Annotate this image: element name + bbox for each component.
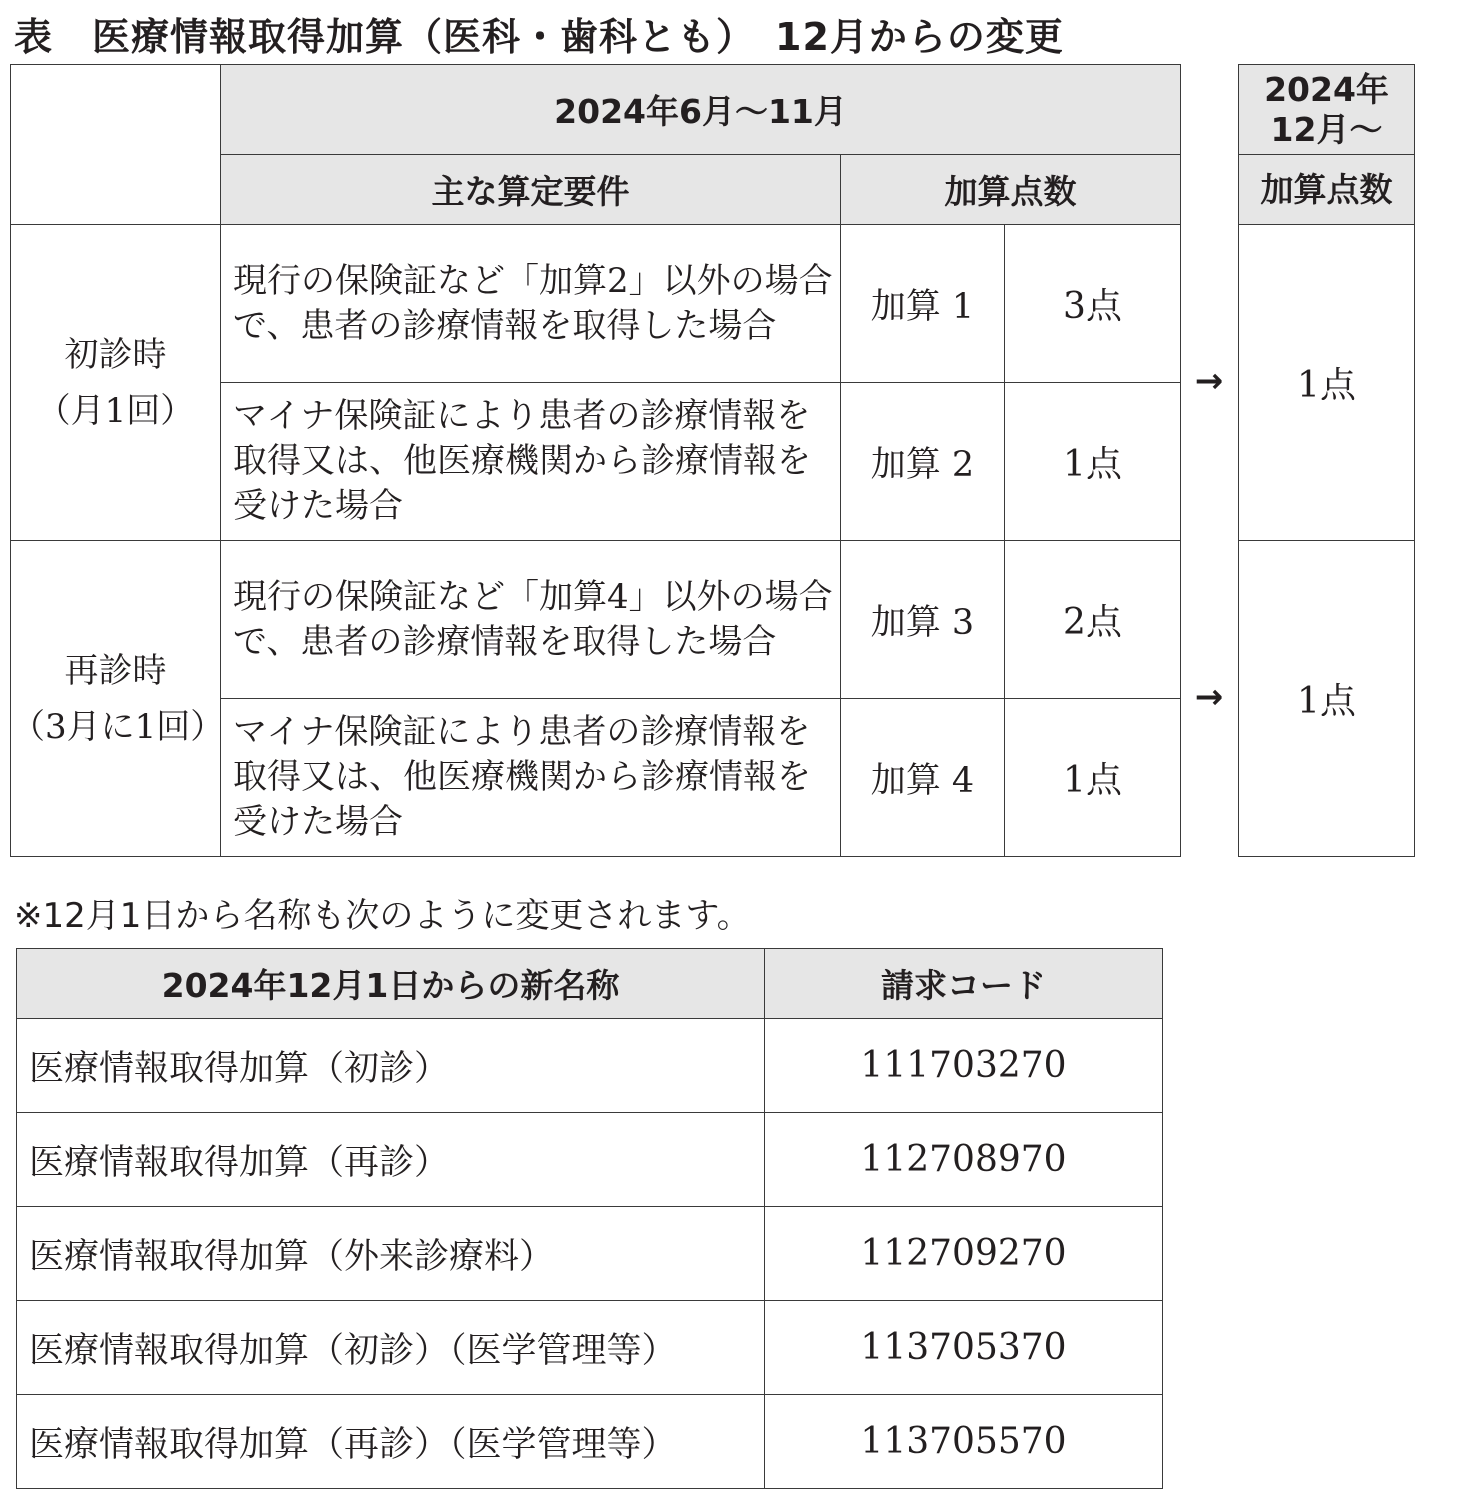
- visit-frequency: （月1回）: [36, 390, 195, 431]
- empty-corner-cell: [11, 65, 221, 225]
- new-name-cell: 医療情報取得加算（再診）: [17, 1113, 765, 1207]
- billing-code-cell: 112708970: [765, 1113, 1163, 1207]
- points-cell: 2点: [1005, 541, 1181, 699]
- requirement-header: 主な算定要件: [221, 155, 841, 225]
- new-period-header: [1239, 65, 1415, 155]
- new-points-table: [1238, 64, 1415, 857]
- addon-cell: 加算 2: [841, 383, 1005, 541]
- current-points-table: [10, 64, 1181, 857]
- new-points-header: 加算点数: [1239, 155, 1415, 225]
- period-header: 2024年6月～11月: [221, 65, 1181, 155]
- new-name-cell: 医療情報取得加算（再診）（医学管理等）: [17, 1395, 765, 1489]
- points-cell: 3点: [1005, 225, 1181, 383]
- addon-cell: 加算 4: [841, 699, 1005, 857]
- new-name-cell: 医療情報取得加算（外来診療料）: [17, 1207, 765, 1301]
- points-header: 加算点数: [841, 155, 1181, 225]
- visit-frequency: （3月に1回）: [11, 706, 225, 747]
- arrow-right-icon: →: [1194, 677, 1224, 717]
- new-name-header: 2024年12月1日からの新名称: [17, 949, 765, 1019]
- requirement-cell: マイナ保険証により患者の診療情報を取得又は、他医療機関から診療情報を受けた場合: [221, 699, 841, 857]
- requirement-cell: 現行の保険証など「加算2」以外の場合で、患者の診療情報を取得した場合: [221, 225, 841, 383]
- requirement-cell: 現行の保険証など「加算4」以外の場合で、患者の診療情報を取得した場合: [221, 541, 841, 699]
- requirement-cell: マイナ保険証により患者の診療情報を取得又は、他医療機関から診療情報を受けた場合: [221, 383, 841, 541]
- page-title: 表 医療情報取得加算（医科・歯科とも） 12月からの変更: [14, 15, 1064, 59]
- visit-type-cell: [11, 541, 225, 857]
- billing-code-cell: 112709270: [765, 1207, 1163, 1301]
- billing-code-cell: 113705370: [765, 1301, 1163, 1395]
- addon-cell: 加算 3: [841, 541, 1005, 699]
- billing-code-cell: 113705570: [765, 1395, 1163, 1489]
- points-cell: 1点: [1005, 699, 1181, 857]
- new-points-value: 1点: [1239, 541, 1415, 857]
- billing-codes-table: [16, 948, 1163, 1489]
- points-cell: 1点: [1005, 383, 1181, 541]
- billing-code-cell: 111703270: [765, 1019, 1163, 1113]
- addon-cell: 加算 1: [841, 225, 1005, 383]
- visit-type: 再診時: [64, 650, 167, 691]
- new-period-year: 2024年: [1264, 69, 1389, 109]
- new-name-cell: 医療情報取得加算（初診）（医学管理等）: [17, 1301, 765, 1395]
- new-period-month: 12月～: [1270, 109, 1383, 149]
- arrow-right-icon: →: [1194, 361, 1224, 401]
- visit-type: 初診時: [64, 334, 167, 375]
- new-points-value: 1点: [1239, 225, 1415, 541]
- new-name-cell: 医療情報取得加算（初診）: [17, 1019, 765, 1113]
- visit-type-cell: [11, 225, 221, 541]
- billing-code-header: 請求コード: [765, 949, 1163, 1019]
- note-text: ※12月1日から名称も次のように変更されます。: [14, 896, 751, 936]
